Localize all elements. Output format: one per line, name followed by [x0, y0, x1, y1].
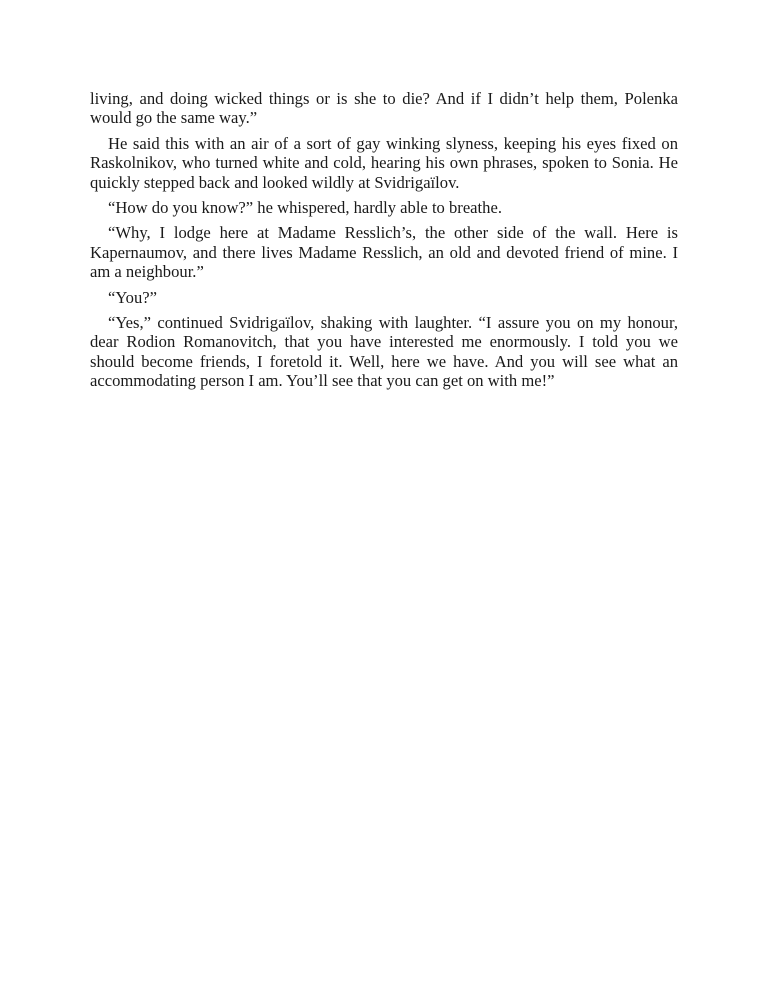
paragraph: He said this with an air of a sort of gay winking slyness, keeping his eyes fixed on Raskolnikov, who turned white and cold, hearing his own phrases, spoken to Sonia. He quickly stepped back and looked wildly at Svidrigaïlov.: [90, 133, 678, 192]
paragraph: “You?”: [108, 287, 158, 307]
paragraph: “Yes,” continued Svidrigaïlov, shaking with laughter. “I assure you on my honour, dear Rodion Romanovitch, that you have interested me enormously. I told you we should become friends, I foretold it. Well, here we have. And you will see what an accommodating person I am. You’ll see that you can get on with me!”: [90, 313, 678, 391]
paragraph-continued: living, and doing wicked things or is she to die? And if I didn’t help them, Polenka would go the same way.”: [90, 89, 678, 128]
paragraph: “How do you know?” he whispered, hardly able to breathe.: [108, 198, 502, 218]
paragraph: “Why, I lodge here at Madame Resslich’s, the other side of the wall. Here is Kapernaumov, and there lives Madame Resslich, an old and devoted friend of mine. I am a neighbour.”: [90, 223, 678, 282]
page-body: [90, 89, 678, 397]
